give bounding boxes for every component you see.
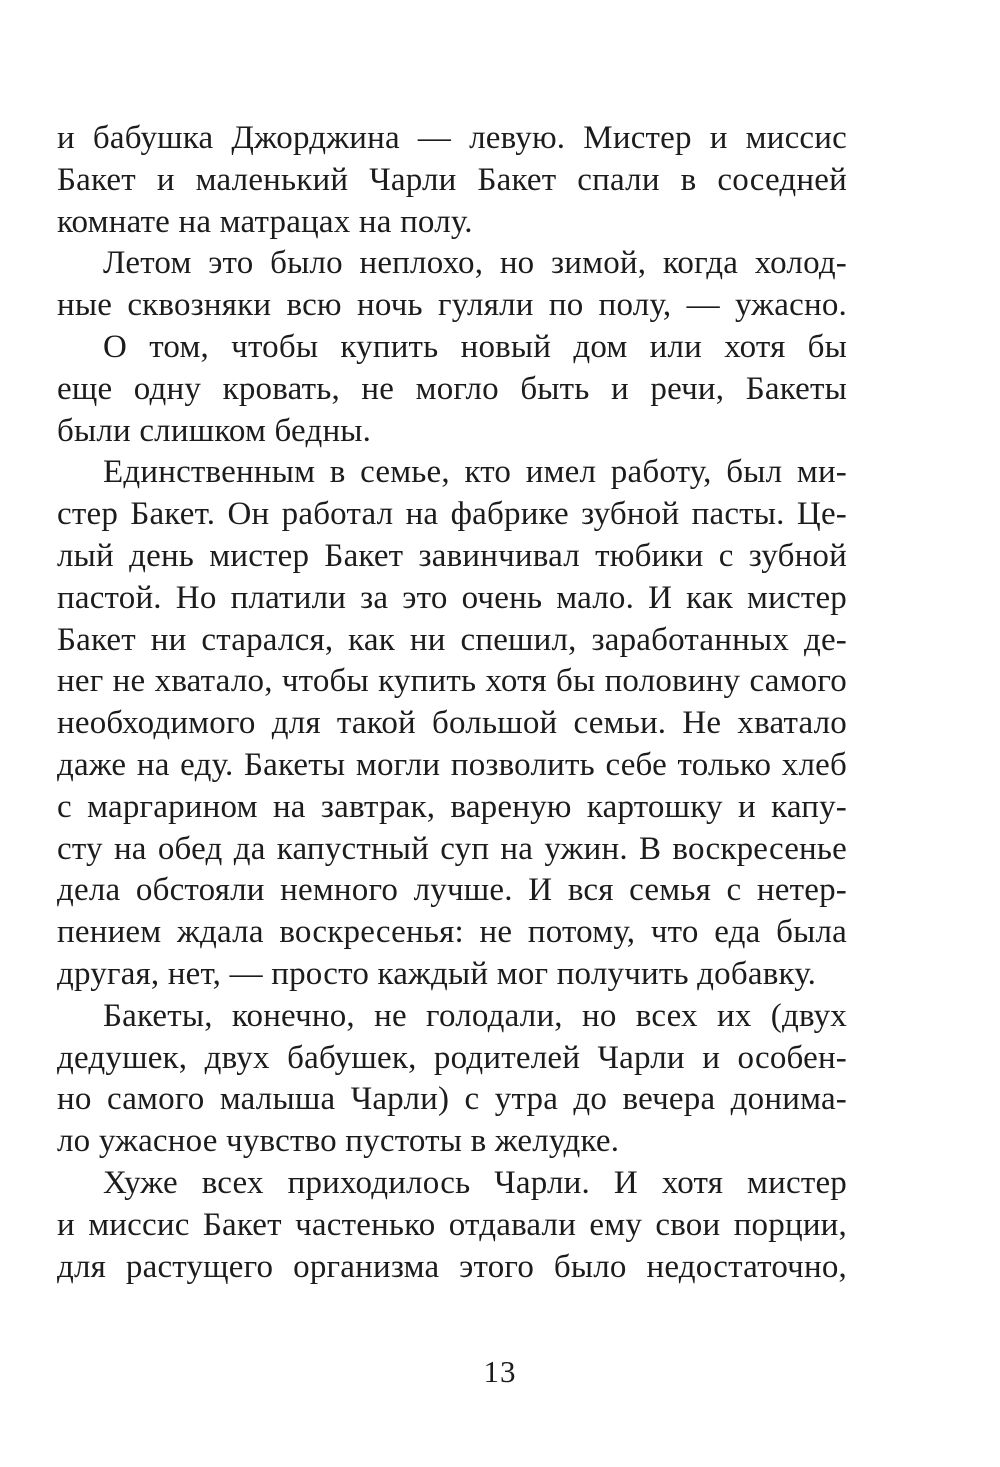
text-line: даже на еду. Бакеты могли позволить себе только хлеб <box>57 746 847 783</box>
text-line: еще одну кровать, не могло быть и речи, Бакеты <box>57 370 847 407</box>
text-line: другая, нет, — просто каждый мог получить добавку. <box>57 955 817 992</box>
paragraph-first-line: Единственным в семье, кто имел работу, был ми- <box>103 454 847 491</box>
text-line: нег не хватало, чтобы купить хотя бы половину самого <box>57 663 847 700</box>
text-line: с маргарином на завтрак, вареную картошку и капу- <box>57 788 847 825</box>
text-line: но самого малыша Чарли) с утра до вечера донима- <box>57 1081 847 1118</box>
text-line: ло ужасное чувство пустоты в желудке. <box>57 1123 620 1160</box>
text-line: стер Бакет. Он работал на фабрике зубной пасты. Це- <box>57 496 847 533</box>
text-line: комнате на матрацах на полу. <box>57 203 473 240</box>
text-line: и миссис Бакет частенько отдавали ему свои порции, <box>57 1206 847 1243</box>
text-line: Бакет ни старался, как ни спешил, заработанных де- <box>57 621 847 658</box>
paragraph-first-line: О том, чтобы купить новый дом или хотя бы <box>103 328 847 365</box>
text-line: Бакет и маленький Чарли Бакет спали в соседней <box>57 161 847 198</box>
text-line: пастой. Но платили за это очень мало. И как мистер <box>57 579 847 616</box>
paragraph-first-line: Бакеты, конечно, не голодали, но всех их (двух <box>103 997 847 1034</box>
text-line: сту на обед да капустный суп на ужин. В воскресенье <box>57 830 847 867</box>
text-line: ные сквозняки всю ночь гуляли по полу, — ужасно. <box>57 287 847 324</box>
text-line: и бабушка Джорджина — левую. Мистер и миссис <box>57 120 847 156</box>
paragraph-first-line: Летом это было неплохо, но зимой, когда холод- <box>103 245 847 282</box>
text-line: необходимого для такой большой семьи. Не хватало <box>57 705 847 742</box>
text-line: для растущего организма этого было недостаточно, <box>57 1248 847 1285</box>
text-line: лый день мистер Бакет завинчивал тюбики с зубной <box>57 537 847 574</box>
body-text <box>57 118 847 1288</box>
text-line: пением ждала воскресенья: не потому, что еда была <box>57 914 847 951</box>
paragraph-first-line: Хуже всех приходилось Чарли. И хотя мистер <box>103 1164 847 1201</box>
text-line: были слишком бедны. <box>57 412 372 449</box>
text-line: дела обстояли немного лучше. И вся семья с нетер- <box>57 872 847 909</box>
page-number: 13 <box>483 1354 517 1389</box>
text-line: дедушек, двух бабушек, родителей Чарли и особен- <box>57 1039 847 1076</box>
